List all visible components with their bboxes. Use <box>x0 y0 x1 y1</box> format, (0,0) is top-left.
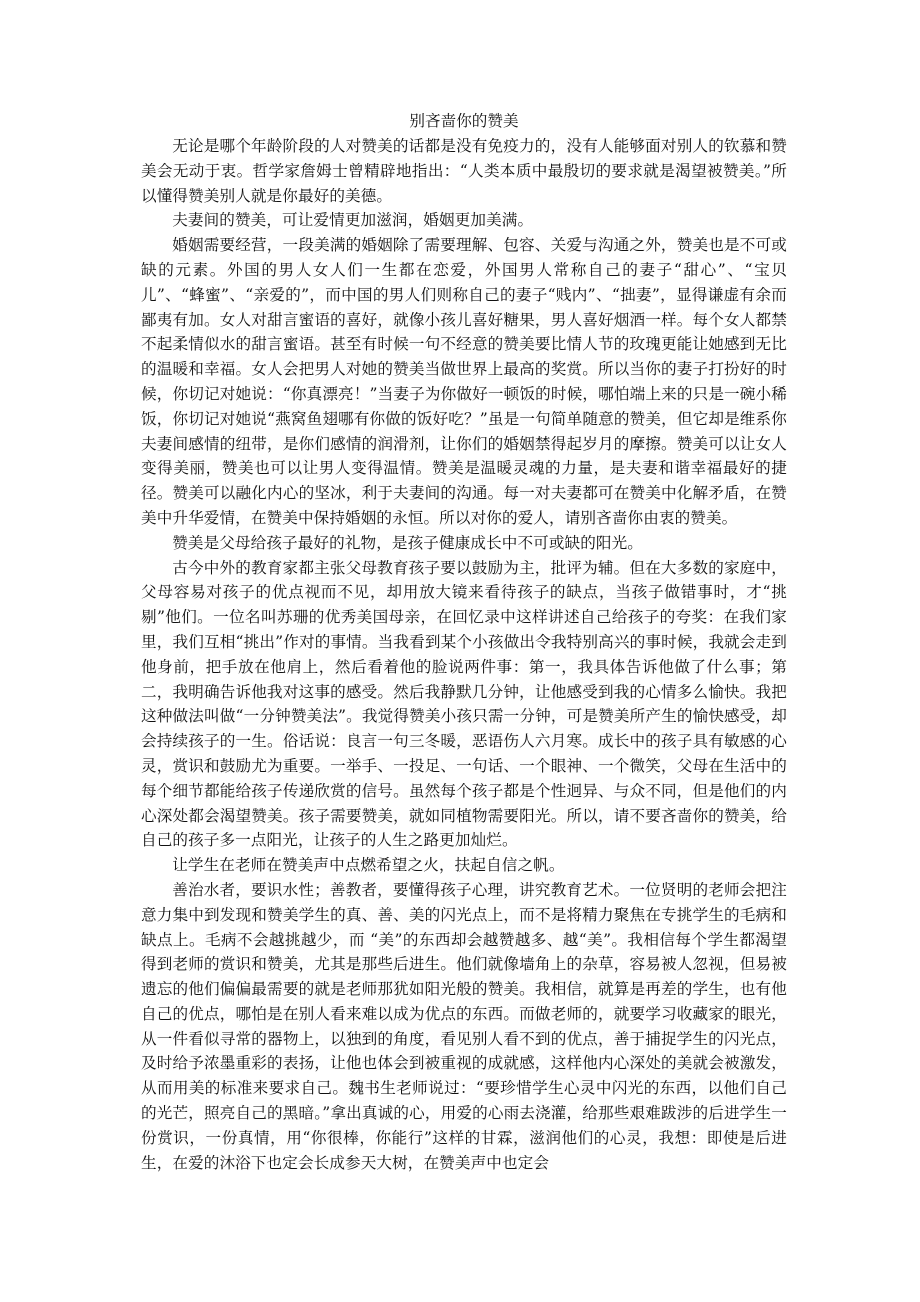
paragraph-teaching: 善治水者，要识水性；善教者，要懂得孩子心理，讲究教育艺术。一位贤明的老师会把注意力集中到发现和赞美学生的真、善、美的闪光点上，而不是将精力聚焦在专挑学生的毛病和缺点上。毛病不会越挑越少，而 “美”的东西却会越赞越多、越“美”。我相信每个学生都渴望得到老师的赏识和赞美，尤其是那些后进生。他们就像墙角上的杂草，容易被人忽视，但易被遗忘的他们偏偏最需要的就是老师那犹如阳光般的赞美。我相信，就算是再差的学生，也有他自己的优点，哪怕是在别人看来难以成为优点的东西。而做老师的，就要学习收藏家的眼光，从一件看似寻常的器物上，以独到的角度，看见别人看不到的优点，善于捕捉学生的闪光点，及时给予浓墨重彩的表扬，让他也体会到被重视的成就感，这样他内心深处的美就会被激发，从而用美的标准来要求自己。魏书生老师说过：“要珍惜学生心灵中闪光的东西，以他们自己的光芒，照亮自己的黑暗。”拿出真诚的心，用爱的心雨去浇灌，给那些艰难跋涉的后进学生一份赏识，一份真情，用“你很棒，你能行”这样的甘霖，滋润他们的心灵，我想：即使是后进生，在爱的沐浴下也定会长成参天大树，在赞美声中也定会 <box>141 880 787 1172</box>
paragraph-parenting: 古今中外的教育家都主张父母教育孩子要以鼓励为主，批评为辅。但在大多数的家庭中，父母容易对孩子的优点视而不见，却用放大镜来看待孩子的缺点，当孩子做错事时，才“挑剔”他们。一位名叫苏珊的优秀美国母亲，在回忆录中这样讲述自己给孩子的夸奖：在我们家里，我们互相“挑出”作对的事情。当我看到某个小孩做出令我特别高兴的事时候，我就会走到他身前，把手放在他肩上，然后看着他的脸说两件事：第一，我具体告诉他做了什么事；第二，我明确告诉他我对这事的感受。然后我静默几分钟，让他感受到我的心情多么愉快。我把这种做法叫做“一分钟赞美法”。我觉得赞美小孩只需一分钟，可是赞美所产生的愉快感受，却会持续孩子的一生。俗话说：良言一句三冬暖，恶语伤人六月寒。成长中的孩子具有敏感的心灵，赏识和鼓励尤为重要。一举手、一投足、一句话、一个眼神、一个微笑，父母在生活中的每个细节都能给孩子传递欣赏的信号。虽然每个孩子都是个性迥异、与众不同，但是他们的内心深处都会渴望赞美。孩子需要赞美，就如同植物需要阳光。所以，请不要吝啬你的赞美，给自己的孩子多一点阳光，让孩子的人生之路更加灿烂。 <box>141 558 787 850</box>
paragraph-parents-heading: 赞美是父母给孩子最好的礼物，是孩子健康成长中不可或缺的阳光。 <box>172 533 644 552</box>
document-title: 别吝啬你的赞美 <box>409 112 519 130</box>
paragraph-marriage: 婚姻需要经营，一段美满的婚姻除了需要理解、包容、关爱与沟通之外，赞美也是不可或缺的元素。外国的男人女人们一生都在恋爱，外国男人常称自己的妻子“甜心”、“宝贝儿”、“蜂蜜”、“亲爱的”，而中国的男人们则称自己的妻子“贱内”、“拙妻”，显得谦虚有余而鄙夷有加。女人对甜言蜜语的喜好，就像小孩儿喜好糖果，男人喜好烟酒一样。每个女人都禁不起柔情似水的甜言蜜语。甚至有时候一句不经意的赞美要比情人节的玫瑰更能让她感到无比的温暖和幸福。女人会把男人对她的赞美当做世界上最高的奖赏。所以当你的妻子打扮好的时候，你切记对她说：“你真漂亮！”当妻子为你做好一顿饭的时候，哪怕端上来的只是一碗小稀饭，你切记对她说“燕窝鱼翅哪有你做的饭好吃？”虽是一句简单随意的赞美，但它却是维系你夫妻间感情的纽带，是你们感情的润滑剂，让你们的婚姻禁得起岁月的摩擦。赞美可以让女人变得美丽，赞美也可以让男人变得温情。赞美是温暖灵魂的力量，是夫妻和谐幸福最好的捷径。赞美可以融化内心的坚冰，利于夫妻间的沟通。每一对夫妻都可在赞美中化解矛盾，在赞美中升华爱情，在赞美中保持婚姻的永恒。所以对你的爱人，请别吝啬你由衷的赞美。 <box>141 236 787 527</box>
paragraph-intro: 无论是哪个年龄阶段的人对赞美的话都是没有免疫力的，没有人能够面对别人的钦慕和赞美会无动于衷。哲学家詹姆士曾精辟地指出：“人类本质中最殷切的要求就是渴望被赞美。”所以懂得赞美别人就是你最好的美德。 <box>141 137 787 205</box>
paragraph-teachers-heading: 让学生在老师在赞美声中点燃希望之火，扶起自信之帆。 <box>172 856 565 875</box>
paragraph-couples-heading: 夫妻间的赞美，可让爱情更加滋润，婚姻更加美满。 <box>172 211 534 230</box>
document-page <box>141 108 787 1175</box>
